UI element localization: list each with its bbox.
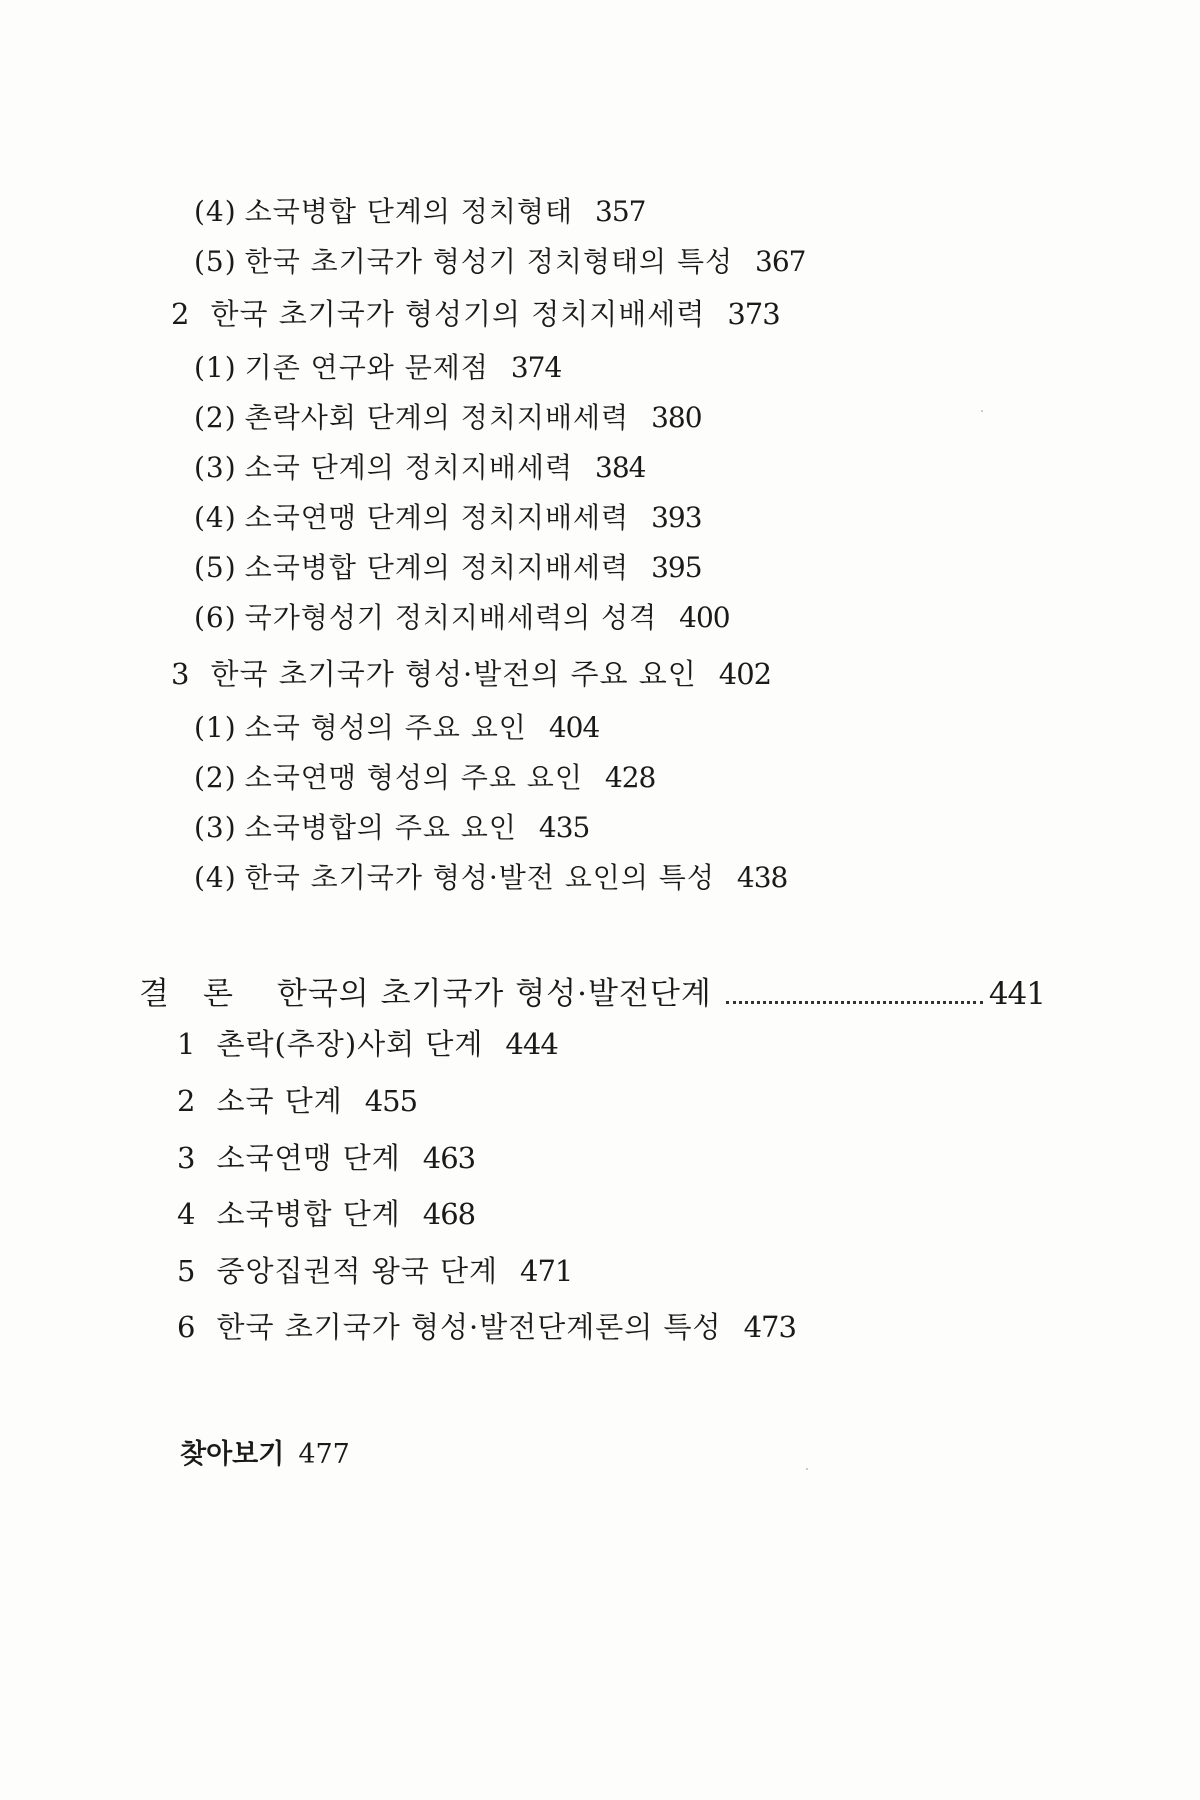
chapter-page: 441	[988, 976, 1045, 1012]
entry-number: (4)	[194, 861, 237, 894]
entry-title: 소국병합 단계의 정치지배세력	[244, 551, 630, 584]
scan-speck	[981, 410, 983, 412]
toc-section-entry	[177, 1310, 796, 1344]
section-page: 471	[520, 1254, 573, 1288]
toc-section-entry	[177, 1197, 476, 1231]
entry-number: (4)	[194, 195, 237, 228]
section-number: 3	[171, 657, 191, 691]
toc-entry	[194, 551, 702, 584]
entry-page: 380	[651, 401, 702, 434]
section-number: 2	[177, 1084, 197, 1118]
entry-page: 428	[604, 761, 656, 794]
entry-number: (1)	[194, 711, 237, 744]
entry-title: 국가형성기 정치지배세력의 성격	[244, 601, 658, 634]
section-title: 소국 단계	[216, 1084, 343, 1118]
toc-section-entry	[177, 1084, 418, 1118]
section-title: 한국 초기국가 형성·발전의 주요 요인	[210, 657, 697, 691]
entry-title: 소국연맹 단계의 정치지배세력	[244, 501, 630, 534]
entry-number: (3)	[194, 811, 237, 844]
entry-number: (6)	[194, 601, 237, 634]
entry-title: 소국 형성의 주요 요인	[244, 711, 527, 744]
toc-entry	[194, 711, 600, 744]
section-number: 4	[177, 1197, 197, 1231]
toc-section-entry	[171, 657, 772, 691]
section-number: 5	[177, 1254, 197, 1288]
toc-entry	[194, 195, 646, 228]
toc-section-entry	[171, 297, 780, 331]
entry-page: 435	[538, 811, 590, 844]
section-page: 373	[727, 297, 780, 331]
entry-number: (5)	[194, 551, 237, 584]
index-page: 477	[298, 1439, 350, 1470]
section-title: 한국 초기국가 형성·발전단계론의 특성	[216, 1310, 722, 1344]
toc-section-entry	[177, 1141, 476, 1175]
section-title: 중앙집권적 왕국 단계	[216, 1254, 499, 1288]
section-page: 468	[422, 1197, 476, 1231]
entry-page: 367	[755, 245, 806, 278]
entry-page: 393	[651, 501, 702, 534]
toc-entry	[194, 245, 806, 278]
section-number: 2	[171, 297, 191, 331]
entry-page: 400	[679, 601, 730, 634]
entry-title: 소국병합 단계의 정치형태	[244, 195, 574, 228]
entry-number: (2)	[194, 401, 237, 434]
entry-title: 소국 단계의 정치지배세력	[244, 451, 574, 484]
toc-index-entry	[180, 1432, 350, 1471]
chapter-label: 결론	[139, 976, 267, 1012]
chapter-title: 한국의 초기국가 형성·발전단계	[276, 976, 712, 1012]
dot-leader	[726, 1000, 983, 1004]
entry-page: 438	[736, 861, 788, 894]
entry-number: (1)	[194, 351, 237, 384]
entry-page: 384	[595, 451, 646, 484]
section-page: 444	[505, 1027, 558, 1061]
toc-entry	[194, 601, 730, 634]
section-title: 소국병합 단계	[216, 1197, 401, 1231]
section-title: 한국 초기국가 형성기의 정치지배세력	[210, 297, 706, 331]
toc-entry	[194, 761, 656, 794]
entry-number: (5)	[194, 245, 237, 278]
scan-speck	[806, 1468, 808, 1470]
section-title: 소국연맹 단계	[216, 1141, 401, 1175]
toc-entry	[194, 811, 590, 844]
toc-entry	[194, 451, 646, 484]
entry-number: (4)	[194, 501, 237, 534]
toc-chapter-conclusion	[139, 968, 1045, 1013]
entry-title: 한국 초기국가 형성기 정치형태의 특성	[244, 245, 734, 278]
section-number: 6	[177, 1310, 197, 1344]
entry-page: 404	[548, 711, 600, 744]
section-page: 463	[422, 1141, 476, 1175]
toc-section-entry	[177, 1254, 573, 1288]
entry-page: 357	[595, 195, 646, 228]
entry-page: 395	[651, 551, 702, 584]
entry-title: 소국병합의 주요 요인	[244, 811, 517, 844]
entry-title: 한국 초기국가 형성·발전 요인의 특성	[244, 861, 715, 894]
index-title: 찾아보기	[180, 1439, 285, 1470]
section-number: 1	[177, 1027, 197, 1061]
entry-title: 기존 연구와 문제점	[244, 351, 489, 384]
toc-entry	[194, 401, 702, 434]
section-page: 402	[718, 657, 772, 691]
section-title: 촌락(추장)사회 단계	[216, 1027, 484, 1061]
section-number: 3	[177, 1141, 197, 1175]
entry-number: (2)	[194, 761, 237, 794]
entry-title: 촌락사회 단계의 정치지배세력	[244, 401, 630, 434]
entry-number: (3)	[194, 451, 237, 484]
section-page: 455	[364, 1084, 418, 1118]
toc-entry	[194, 861, 788, 894]
toc-entry	[194, 501, 702, 534]
entry-title: 소국연맹 형성의 주요 요인	[244, 761, 583, 794]
entry-page: 374	[510, 351, 562, 384]
toc-entry	[194, 351, 562, 384]
section-page: 473	[743, 1310, 796, 1344]
toc-section-entry	[177, 1027, 558, 1061]
